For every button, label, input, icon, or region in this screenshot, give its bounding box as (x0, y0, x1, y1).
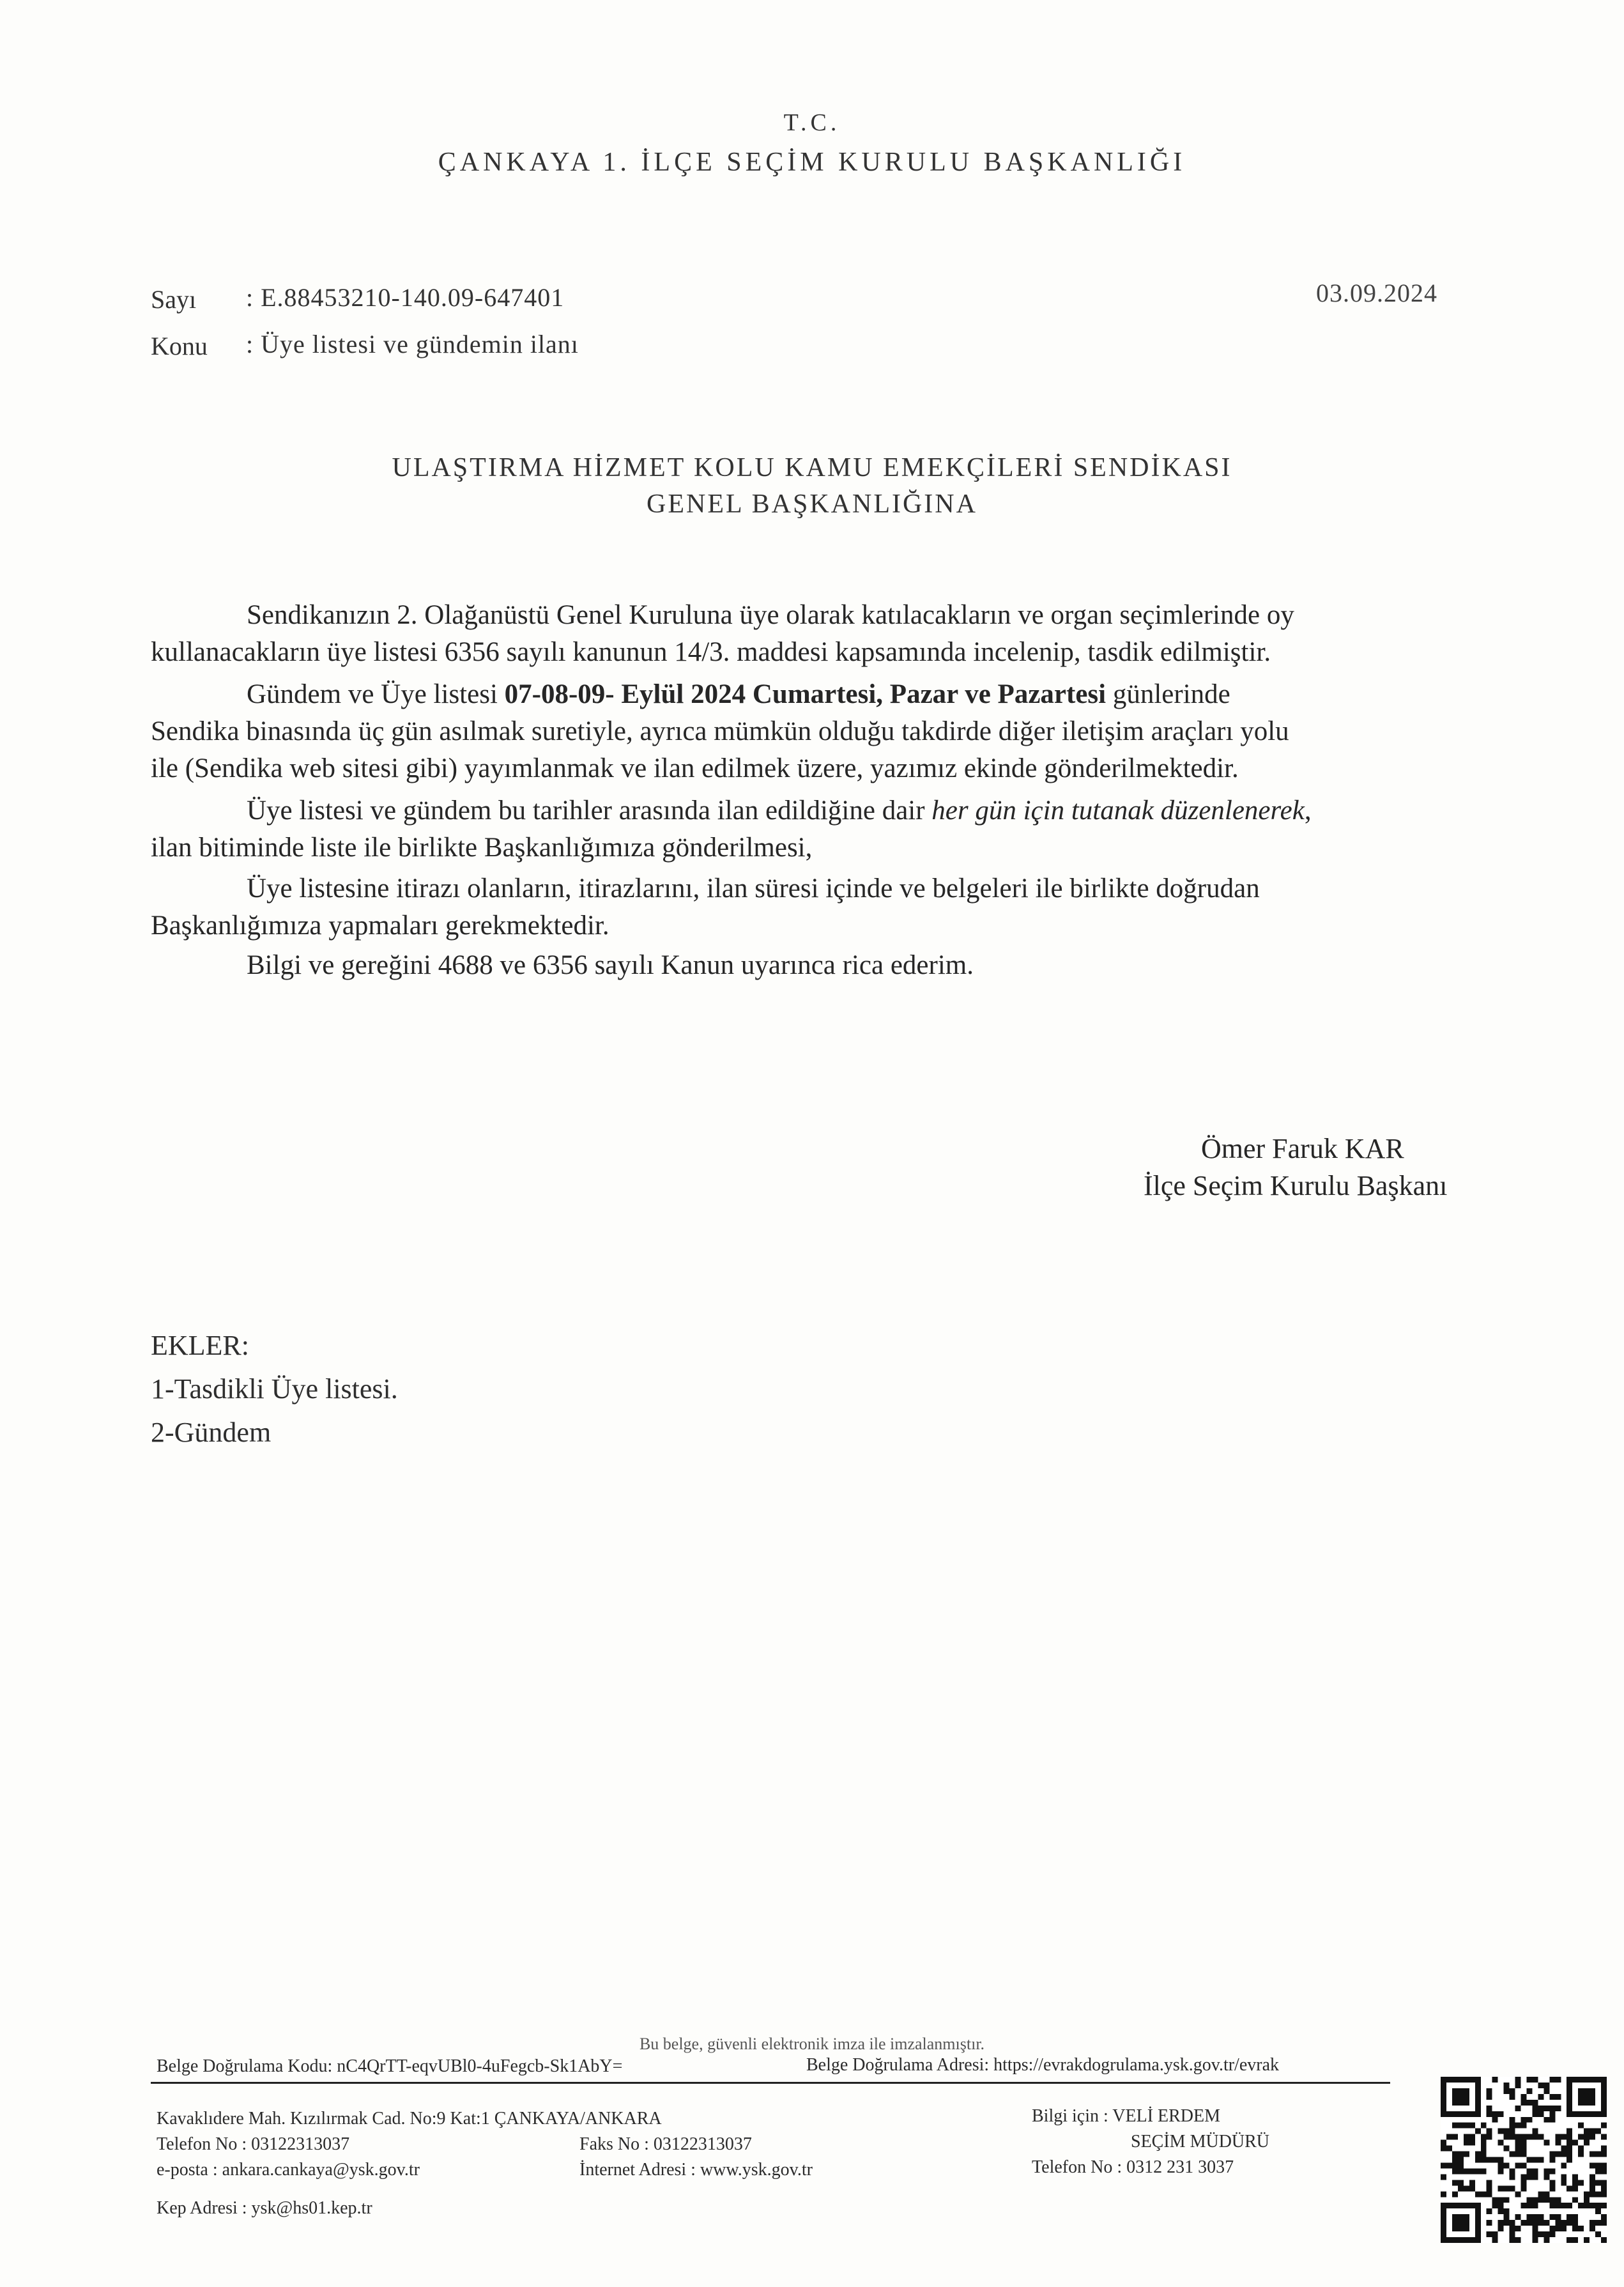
verification-address[interactable]: Belge Doğrulama Adresi: https://evrakdogrulama.ysk.gov.tr/evrak (806, 2055, 1280, 2075)
recipient-line-2: GENEL BAŞKANLIĞINA (647, 489, 977, 519)
header-institution: ÇANKAYA 1. İLÇE SEÇİM KURULU BAŞKANLIĞI (438, 148, 1186, 177)
office-email[interactable]: e-posta : ankara.cankaya@ysk.gov.tr (157, 2160, 420, 2180)
paragraph-3-line-1 (151, 793, 1524, 828)
verification-code: Belge Doğrulama Kodu: nC4QrTT-eqvUBl0-4uFegcb-Sk1AbY= (157, 2056, 623, 2076)
recipient-line-1: ULAŞTIRMA HİZMET KOLU KAMU EMEKÇİLERİ SENDİKASI (392, 453, 1232, 482)
office-phone: Telefon No : 03122313037 (157, 2134, 350, 2154)
attachment-item: 2-Gündem (151, 1417, 272, 1448)
signatory-title: İlçe Seçim Kurulu Başkanı (1144, 1170, 1448, 1201)
announcement-dates: 07-08-09- Eylül 2024 Cumartesi, Pazar ve Pazartesi (504, 679, 1107, 709)
contact-person: Bilgi için : VELİ ERDEM (1032, 2106, 1221, 2126)
paragraph-1-line-2: kullanacakların üye listesi 6356 sayılı kanunun 14/3. maddesi kapsamında incelenip, tasdik edilmiştir. (151, 637, 1271, 667)
esignature-note: Bu belge, güvenli elektronik imza ile imzalanmıştır. (639, 2035, 985, 2053)
footer-divider (151, 2082, 1390, 2084)
paragraph-2-line-3: ile (Sendika web sitesi gibi) yayımlanmak ve ilan edilmek üzere, yazımız ekinde gönderilmektedir. (151, 753, 1239, 783)
header-tc: T.C. (783, 109, 841, 136)
contact-phone: Telefon No : 0312 231 3037 (1032, 2157, 1234, 2177)
signatory-name: Ömer Faruk KAR (1201, 1133, 1404, 1164)
paragraph-5: Bilgi ve gereğini 4688 ve 6356 sayılı Kanun uyarınca rica ederim. (247, 950, 974, 980)
office-fax: Faks No : 03122313037 (579, 2134, 752, 2154)
paragraph-4-line-1: Üye listesine itirazı olanların, itirazlarını, ilan süresi içinde ve belgeleri ile birlikte doğrudan (247, 874, 1260, 904)
document-date: 03.09.2024 (1316, 279, 1437, 307)
qr-code-icon[interactable] (1441, 2077, 1607, 2243)
paragraph-3-pre: Üye listesi ve gündem bu tarihler arasında ilan edildiğine dair (247, 796, 932, 826)
attachments-heading: EKLER: (151, 1330, 249, 1361)
paragraph-2-post: günlerinde (1106, 679, 1230, 709)
paragraph-2-pre: Gündem ve Üye listesi (247, 679, 505, 709)
konu-label: Konu (151, 332, 208, 360)
contact-title: SEÇİM MÜDÜRÜ (1131, 2132, 1270, 2152)
paragraph-3-post: , (1304, 796, 1312, 826)
paragraph-2-line-1 (151, 677, 1524, 712)
paragraph-3-italic: her gün için tutanak düzenlenerek (931, 796, 1305, 826)
sayi-value: : E.88453210-140.09-647401 (246, 283, 565, 312)
kep-address: Kep Adresi : ysk@hs01.kep.tr (157, 2198, 372, 2218)
office-website[interactable]: İnternet Adresi : www.ysk.gov.tr (579, 2160, 813, 2180)
paragraph-2-line-2: Sendika binasında üç gün asılmak suretiyle, ayrıca mümkün olduğu takdirde diğer iletişim araçları yolu (151, 716, 1289, 746)
paragraph-3-line-2: ilan bitiminde liste ile birlikte Başkanlığımıza gönderilmesi, (151, 833, 813, 863)
attachment-item: 1-Tasdikli Üye listesi. (151, 1373, 398, 1405)
paragraph-1-line-1: Sendikanızın 2. Olağanüstü Genel Kuruluna üye olarak katılacakların ve organ seçimlerinde oy (247, 600, 1294, 630)
paragraph-4-line-2: Başkanlığımıza yapmaları gerekmektedir. (151, 911, 609, 941)
office-address: Kavaklıdere Mah. Kızılırmak Cad. No:9 Kat:1 ÇANKAYA/ANKARA (157, 2109, 662, 2129)
konu-value: : Üye listesi ve gündemin ilanı (246, 330, 579, 358)
sayi-label: Sayı (151, 285, 197, 314)
